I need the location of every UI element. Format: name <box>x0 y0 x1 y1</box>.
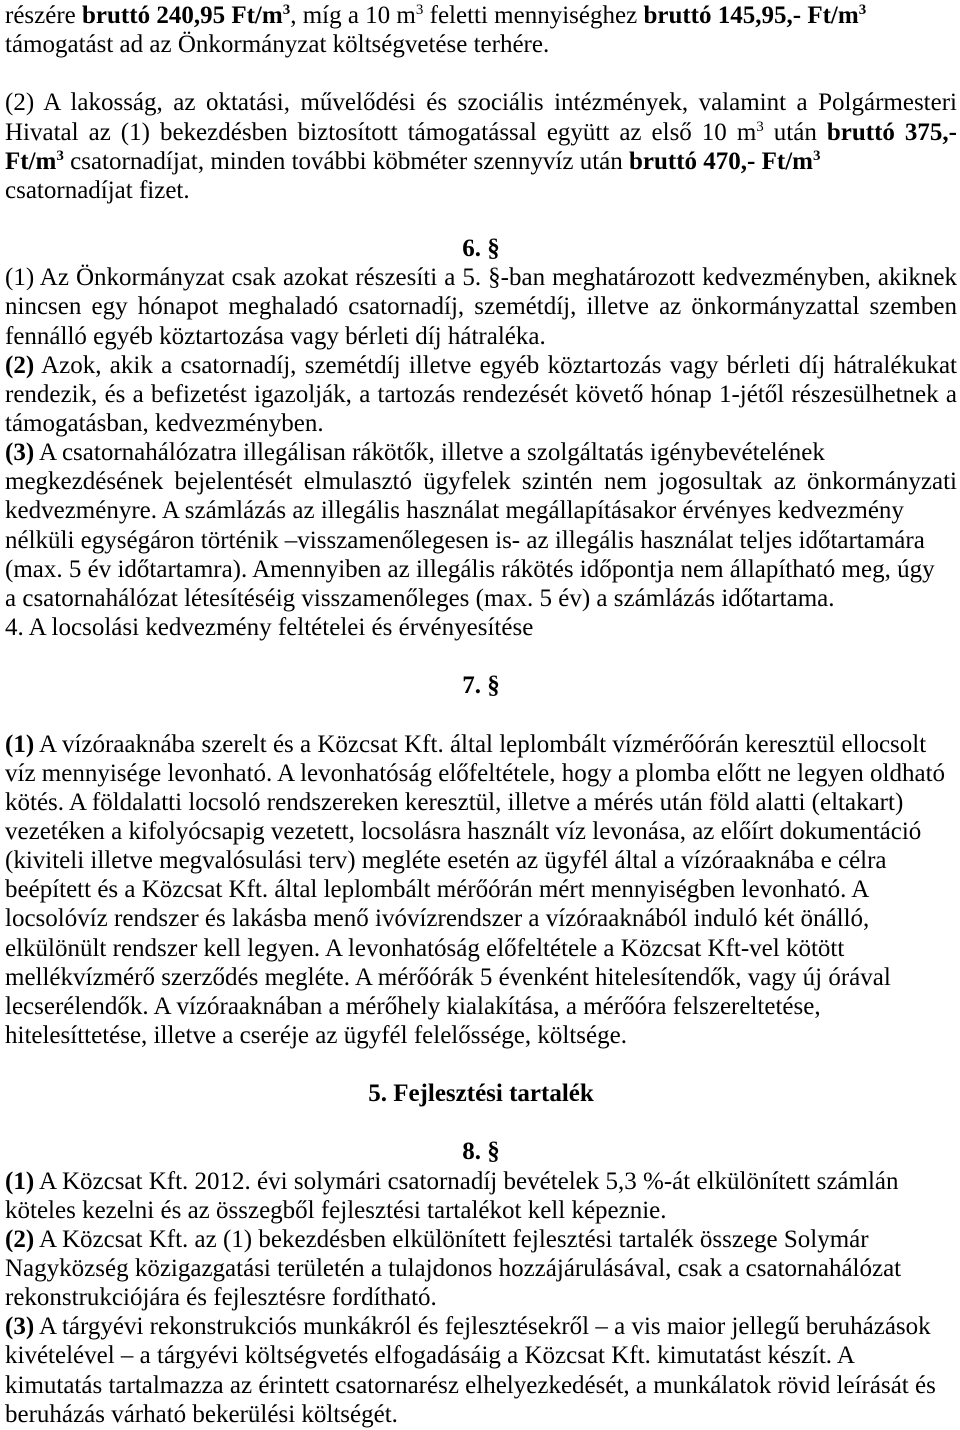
text-run: , míg a 10 m <box>290 2 416 29</box>
text-line <box>5 322 957 351</box>
text-line <box>5 1225 957 1254</box>
text-line <box>5 88 957 117</box>
bold-text: (2) <box>5 351 35 379</box>
text-run: víz mennyisége levonható. A levonhatóság előfeltétele, hogy a plomba előtt ne legyen oldható <box>5 759 946 787</box>
paragraph-6-2 <box>5 351 957 438</box>
text-line <box>5 263 957 292</box>
text-run: Hivatal az (1) bekezdésben biztosított támogatással együtt az első 10 m <box>5 118 757 146</box>
text-line <box>5 1254 957 1283</box>
bold-text: (1) <box>5 730 35 758</box>
text-run: 4. A locsolási kedvezmény feltételei és érvényesítése <box>5 613 534 641</box>
text-run: támogatást ad az Önkormányzat költségvetése terhére. <box>5 31 550 59</box>
text-line <box>5 992 957 1021</box>
text-line <box>5 817 957 846</box>
text-line <box>5 30 957 59</box>
text-run: rekonstrukciójára és fejlesztésre fordítható. <box>5 1284 437 1312</box>
chapter-4-title <box>5 613 957 642</box>
text-line <box>5 351 957 380</box>
text-line <box>5 1371 957 1400</box>
text-line <box>5 555 957 584</box>
paragraph-8-2 <box>5 1225 957 1312</box>
paragraph-6-1 <box>5 263 957 350</box>
text-run: kivételével – a tárgyévi költségvetés elfogadásáig a Közcsat Kft. kimutatást készít. A <box>5 1342 855 1370</box>
text-line <box>5 730 957 759</box>
text-run: kötés. A földalatti locsoló rendszereken keresztül, illetve a mérés után föld alatti (eltakart) <box>5 788 904 816</box>
text-line <box>5 904 957 933</box>
text-run: (1) Az Önkormányzat csak azokat részesíti a 5. §-ban meghatározott kedvezményben, akiknek <box>5 264 957 292</box>
text-run: (kiviteli illetve megvalósulási terv) megléte esetén az ügyfél által a vízóraaknába e célra <box>5 847 887 875</box>
bold-text: 7. § <box>462 672 500 700</box>
text-line <box>5 380 957 409</box>
text-line <box>5 1341 957 1370</box>
text-line <box>5 584 957 613</box>
text-run: megkezdésének bejelentését elmulasztó ügyfelek szintén nem jogosultak az önkormányzati <box>5 468 957 496</box>
text-run: után <box>763 118 827 146</box>
heading-section-8 <box>5 1137 957 1166</box>
superscript: 3 <box>858 2 867 18</box>
bold-text: bruttó 470,- Ft/m <box>629 147 813 175</box>
text-run: kimutatás tartalmazza az érintett csatornarész elhelyezkedését, a munkálatok rövid leírását és <box>5 1371 936 1399</box>
text-line <box>5 963 957 992</box>
text-run: (max. 5 év időtartamra). Amennyiben az illegális rákötés időpontja nem állapítható meg, úgy <box>5 555 935 583</box>
text-run: a csatornahálózat létesítéséig visszamenőleges (max. 5 év) a számlázás időtartama. <box>5 584 835 612</box>
text-run: támogatásban, kedvezményben. <box>5 409 324 437</box>
text-run: csatornadíjat fizet. <box>5 176 190 204</box>
bold-text: 5. Fejlesztési tartalék <box>368 1080 594 1108</box>
bold-text: 8. § <box>462 1138 500 1166</box>
text-run: (2) A lakosság, az oktatási, művelődési és szociális intézmények, valamint a Polgármesteri <box>5 89 957 117</box>
text-run: elkülönült rendszer kell legyen. A levonhatóság előfeltétele a Közcsat Kft-vel kötött <box>5 934 845 962</box>
superscript: 3 <box>56 147 64 164</box>
text-run: A vízóraaknába szerelt és a Közcsat Kft. által leplombált vízmérőórán keresztül ellocsolt <box>34 730 927 758</box>
text-line <box>5 846 957 875</box>
text-run: fennálló egyéb köztartozása vagy bérleti díj hátraléka. <box>5 322 546 350</box>
text-run: A Közcsat Kft. az (1) bekezdésben elkülönített fejlesztési tartalék összege Solymár <box>34 1225 869 1253</box>
paragraph-8-1 <box>5 1167 957 1225</box>
text-run: Nagyközség közigazgatási területén a tulajdonos hozzájárulásával, csak a csatornahálózat <box>5 1255 902 1283</box>
text-line <box>5 496 957 525</box>
text-line <box>5 467 957 496</box>
text-run: locsolóvíz rendszer és lakásba menő ivóvízrendszer a vízóraaknából induló két önálló, <box>5 905 870 933</box>
bold-text: (1) <box>5 1167 35 1195</box>
text-run: rendezik, és a befizetést igazolják, a tartozás rendezését követő hónap 1-jétől részesülhetnek a <box>5 380 957 408</box>
text-run: A tárgyévi rekonstrukciós munkákról és fejlesztésekről – a vis maior jellegű beruházások <box>34 1313 931 1341</box>
text-line <box>5 1 957 30</box>
text-line <box>5 875 957 904</box>
superscript: 3 <box>282 2 291 18</box>
paragraph-6-3 <box>5 438 957 613</box>
text-line <box>5 176 957 205</box>
text-run: beépített és a Közcsat Kft. által leplombált mérőórán mért mennyiségben levonható. A <box>5 876 870 904</box>
text-run: köteles kezelni és az összegből fejlesztési tartalékot kell képeznie. <box>5 1196 667 1224</box>
text-run: mellékvízmérő szerződés megléte. A mérőórák 5 évenként hitelesítendők, vagy új órával <box>5 963 891 991</box>
text-run: nélküli egységáron történik –visszamenőlegesen is- az illegális használat teljes időtartamára <box>5 526 925 554</box>
text-run: A Közcsat Kft. 2012. évi solymári csatornadíj bevételek 5,3 %-át elkülönített számlán <box>34 1167 899 1195</box>
text-line <box>5 759 957 788</box>
text-line <box>5 526 957 555</box>
text-run: feletti mennyiséghez <box>423 2 644 29</box>
bold-text: bruttó 145,95,- Ft/m <box>643 2 859 29</box>
text-run: Azok, akik a csatornadíj, szemétdíj illetve egyéb köztartozás vagy bérleti díj hátralékukat <box>34 351 957 379</box>
paragraph-8-3 <box>5 1312 957 1429</box>
text-line <box>5 438 957 467</box>
text-run: részére <box>5 2 83 29</box>
text-line <box>5 147 957 176</box>
bold-text: 6. § <box>462 235 500 263</box>
heading-section-7 <box>5 671 957 700</box>
paragraph-5-2 <box>5 88 957 205</box>
paragraph-5-1-continued <box>5 1 957 59</box>
text-line <box>5 1021 957 1050</box>
heading-section-6 <box>5 234 957 263</box>
text-run: kedvezményre. A számlázás az illegális használat megállapításakor érvényes kedvezmény <box>5 497 904 525</box>
bold-text: bruttó 240,95 Ft/m <box>82 2 283 29</box>
bold-text: bruttó 375,- <box>826 118 957 146</box>
bold-text: Ft/m <box>5 147 57 175</box>
text-run: beruházás várható bekerülési költségét. <box>5 1400 398 1428</box>
superscript: 3 <box>813 147 821 164</box>
bold-text: (3) <box>5 1313 35 1341</box>
text-line <box>5 118 957 147</box>
text-line <box>5 292 957 321</box>
text-line <box>5 409 957 438</box>
bold-text: (2) <box>5 1225 35 1253</box>
superscript: 3 <box>415 2 424 18</box>
text-line <box>5 1196 957 1225</box>
text-run: lecserélendők. A vízóraaknában a mérőhely kialakítása, a mérőóra felszereltetése, <box>5 992 821 1020</box>
text-run: A csatornahálózatra illegálisan rákötők, illetve a szolgáltatás igénybevételének <box>34 439 825 467</box>
bold-text: (3) <box>5 439 35 467</box>
text-line <box>5 934 957 963</box>
text-run: hitelesíttetése, illetve a cseréje az ügyfél felelőssége, költsége. <box>5 1021 627 1049</box>
superscript: 3 <box>756 118 764 135</box>
text-run: nincsen egy hónapot meghaladó csatornadíj, szemétdíj, illetve az önkormányzattal szemben <box>5 293 957 321</box>
text-line <box>5 1400 957 1429</box>
text-line <box>5 788 957 817</box>
text-run: csatornadíjat, minden további köbméter szennyvíz után <box>63 147 629 175</box>
text-line <box>5 1312 957 1341</box>
paragraph-7-1 <box>5 730 957 1051</box>
chapter-5-title <box>5 1079 957 1108</box>
text-run: vezetéken a kifolyócsapig vezetett, locsolásra használt víz levonása, az előírt dokumentáció <box>5 817 922 845</box>
text-line <box>5 1283 957 1312</box>
text-line <box>5 1167 957 1196</box>
